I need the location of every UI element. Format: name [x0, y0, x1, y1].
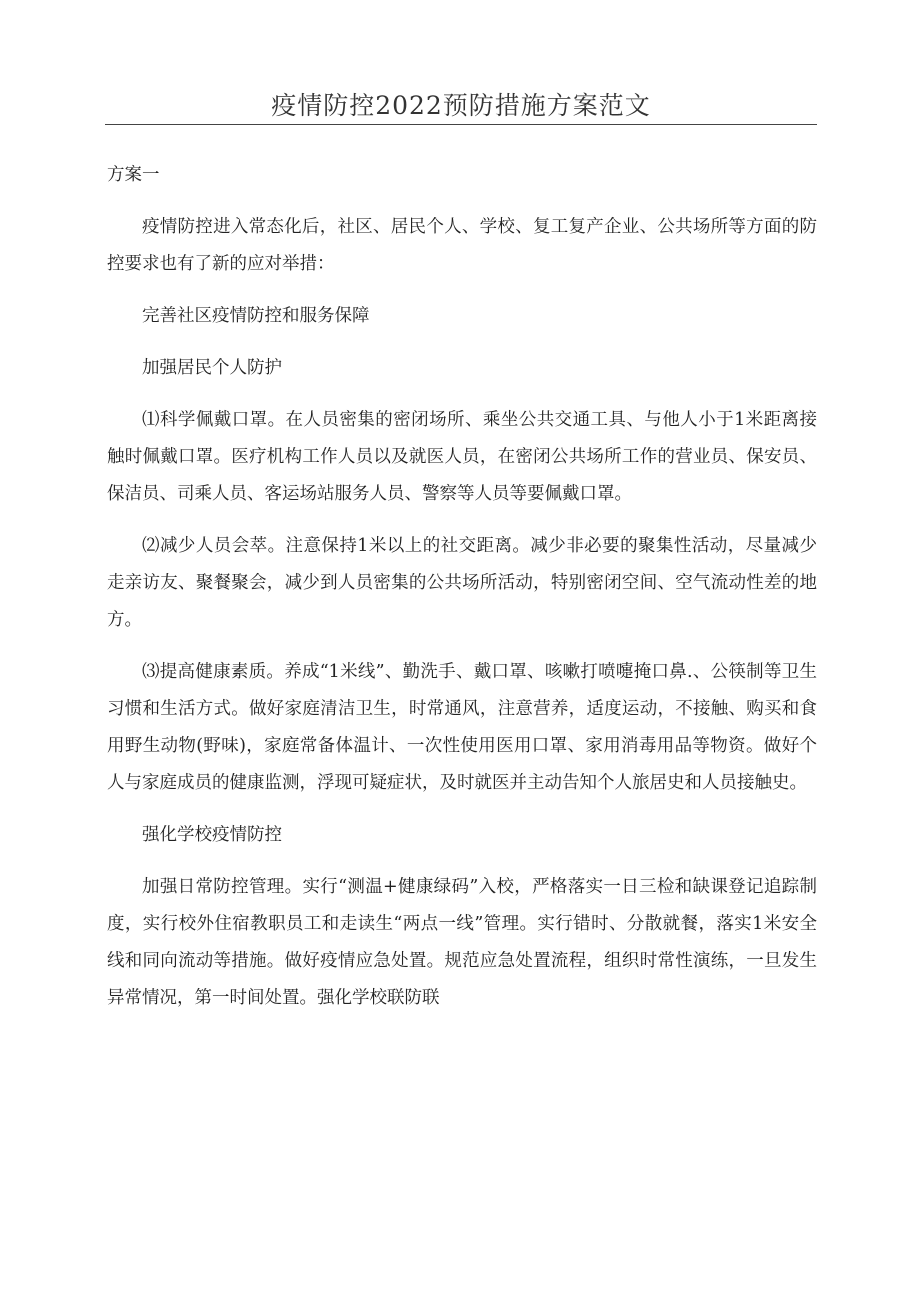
paragraph-masks: ⑴科学佩戴口罩。在人员密集的密闭场所、乘坐公共交通工具、与他人小于1米距离接触时佩戴口罩。医疗机构工作人员以及就医人员，在密闭公共场所工作的营业员、保安员、保洁员、司乘人员、客运场站服务人员、警察等人员等要佩戴口罩。	[107, 410, 817, 504]
subheading-community: 完善社区疫情防控和服务保障	[142, 306, 370, 326]
title-underline	[105, 124, 817, 125]
document-title: 疫情防控2022预防措施方案范文	[271, 91, 651, 120]
subheading-personal-protection: 加强居民个人防护	[142, 358, 282, 378]
paragraph-school-management: 加强日常防控管理。实行“测温+健康绿码”入校，严格落实一日三检和缺课登记追踪制度，实行校外住宿教职员工和走读生“两点一线”管理。实行错时、分散就餐，落实1米安全线和同向流动等措施。做好疫情应急处置。规范应急处置流程，组织时常性演练，一旦发生异常情况，第一时间处置。强化学校联防联	[107, 877, 817, 1008]
paragraph-health-literacy: ⑶提高健康素质。养成“1米线”、勤洗手、戴口罩、咳嗽打喷嚏掩口鼻.、公筷制等卫生习惯和生活方式。做好家庭清洁卫生，时常通风，注意营养，适度运动，不接触、购买和食用野生动物(野味)，家庭常备体温计、一次性使用医用口罩、家用消毒用品等物资。做好个人与家庭成员的健康监测，浮现可疑症状，及时就医并主动告知个人旅居史和人员接触史。	[107, 662, 817, 793]
document-body	[107, 157, 817, 1032]
section-label: 方案一	[107, 165, 160, 185]
paragraph-reduce-gathering: ⑵减少人员会萃。注意保持1米以上的社交距离。减少非必要的聚集性活动，尽量减少走亲访友、聚餐聚会，减少到人员密集的公共场所活动，特别密闭空间、空气流动性差的地方。	[107, 536, 817, 630]
intro-paragraph: 疫情防控进入常态化后，社区、居民个人、学校、复工复产企业、公共场所等方面的防控要求也有了新的应对举措：	[107, 217, 817, 274]
subheading-school: 强化学校疫情防控	[142, 825, 282, 845]
